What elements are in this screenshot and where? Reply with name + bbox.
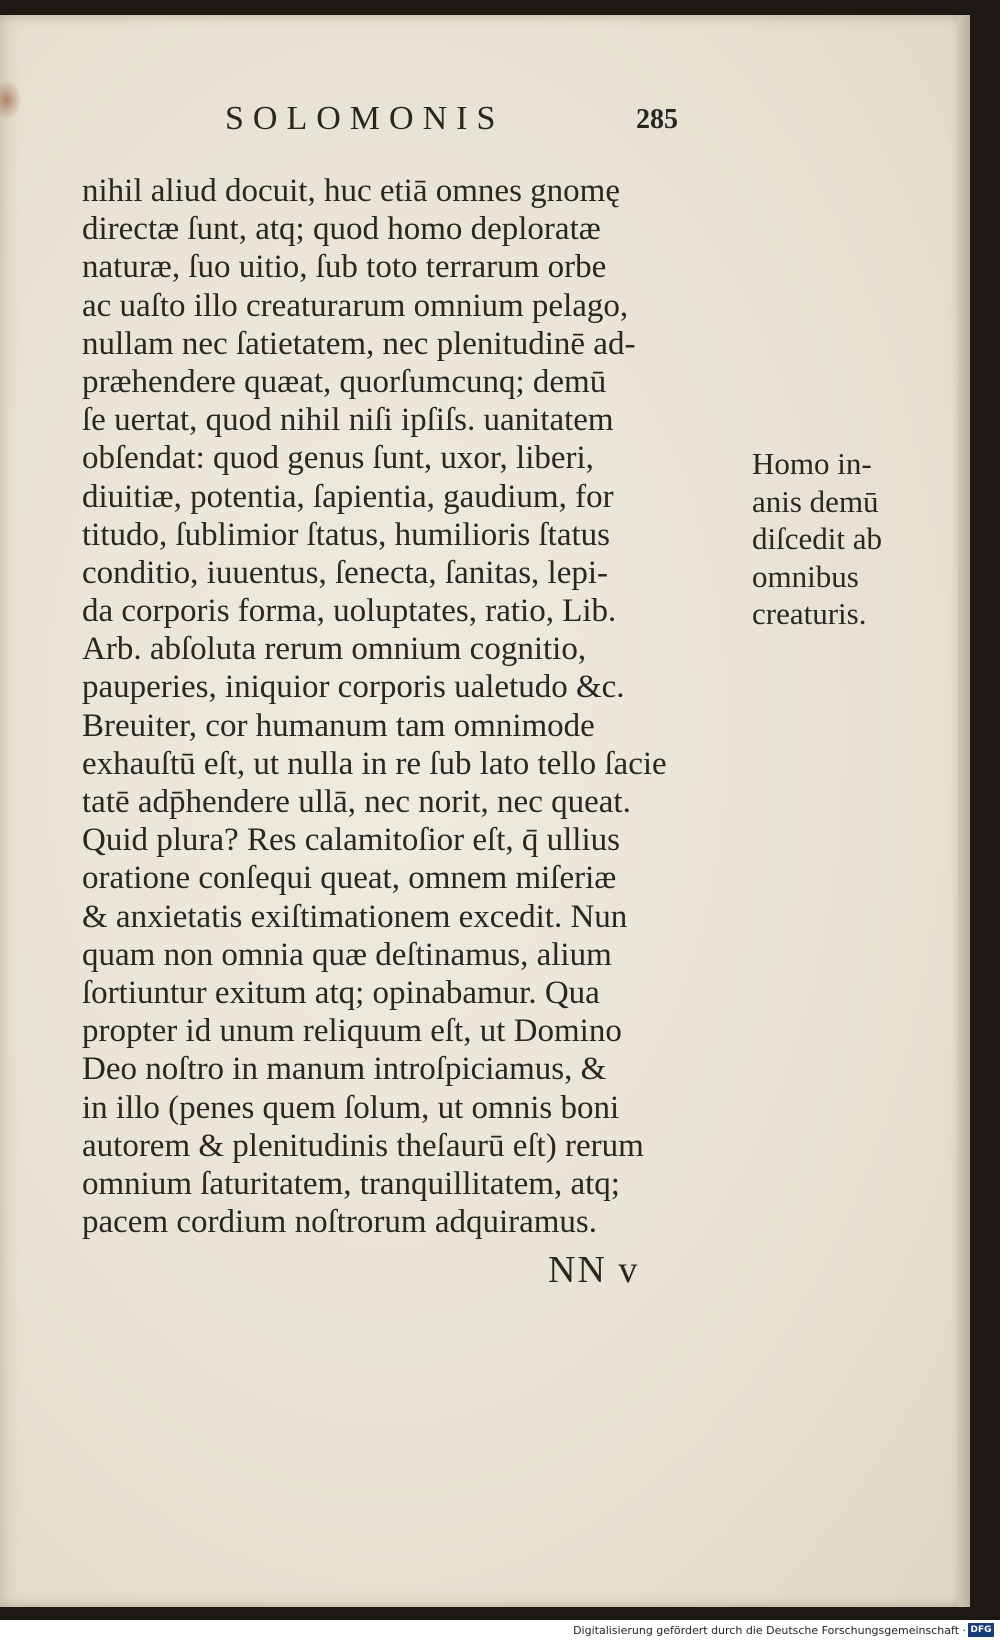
page-number: 285 <box>636 104 678 135</box>
text-line: nullam nec ſatietatem, nec plenitudinē ad- <box>82 325 636 362</box>
text-line: Quid plura? Res calamitoſior eſt, q̄ ullius <box>82 822 620 859</box>
text-line: in illo (penes quem ſolum, ut omnis boni <box>82 1089 620 1126</box>
text-line: quam non omnia quæ deſtinamus, alium <box>82 936 612 973</box>
marginal-note <box>752 445 952 633</box>
text-line: da corporis forma, uoluptates, ratio, Lib. <box>82 593 617 630</box>
text-line: exhauſtū eſt, ut nulla in re ſub lato tello ſacie <box>82 745 667 782</box>
text-line: ac uaſto illo creaturarum omnium pelago, <box>82 287 629 324</box>
page-edge <box>958 15 970 1607</box>
marginal-line: diſcedit ab <box>752 521 882 556</box>
text-line: pacem cordium noſtrorum adquiramus. <box>82 1204 598 1241</box>
text-line: nihil aliud docuit, huc etiā omnes gnomę <box>82 173 620 209</box>
marginal-line: omnibus <box>752 558 859 594</box>
text-line: diuitiæ, potentia, ſapientia, gaudium, for <box>82 478 614 515</box>
body-text <box>82 172 737 1241</box>
text-line: obſendat: quod genus ſunt, uxor, liberi, <box>82 440 594 477</box>
page-header <box>0 100 965 150</box>
signature-mark: NN v <box>548 1249 640 1291</box>
text-line: directæ ſunt, atq; quod homo deploratæ <box>82 211 601 248</box>
text-line: propter id unum reliquum eſt, ut Domino <box>82 1013 622 1050</box>
text-line: ſortiuntur exitum atq; opinabamur. Qua <box>82 974 600 1011</box>
text-line: & anxietatis exiſtimationem excedit. Nun <box>82 898 628 935</box>
marginal-line: anis demū <box>752 483 879 519</box>
text-line: tatē adp̄hendere ullā, nec norit, nec queat. <box>82 784 631 820</box>
text-line: naturæ, ſuo uitio, ſub toto terrarum orbe <box>82 249 607 286</box>
text-line: Arb. abſoluta rerum omnium cognitio, <box>82 631 587 668</box>
footer-credit: Digitalisierung gefördert durch die Deutsche Forschungsgemeinschaft · <box>573 1624 966 1637</box>
text-line: autorem & plenitudinis theſaurū eſt) rerum <box>82 1127 644 1164</box>
text-line: conditio, iuuentus, ſenecta, ſanitas, lepi- <box>82 554 609 591</box>
text-line: Breuiter, cor humanum tam omnimode <box>82 707 595 744</box>
text-line: Deo noſtro in manum introſpiciamus, & <box>82 1051 607 1088</box>
text-line: pauperies, iniquior corporis ualetudo &c. <box>82 669 625 706</box>
running-head: SOLOMONIS <box>225 100 505 137</box>
text-line: ſe uertat, quod nihil niſi ipſiſs. uanitatem <box>82 402 614 439</box>
text-line: oratione conſequi queat, omnem miſeriæ <box>82 860 617 897</box>
text-line: titudo, ſublimior ſtatus, humilioris ſtatus <box>82 516 610 553</box>
text-line: præhendere quæat, quorſumcunq; demū <box>82 363 607 400</box>
dfg-logo: DFG <box>968 1623 994 1637</box>
marginal-line: creaturis. <box>752 596 867 631</box>
marginal-line: Homo in- <box>752 446 872 481</box>
text-line: omnium ſaturitatem, tranquillitatem, atq; <box>82 1165 620 1202</box>
